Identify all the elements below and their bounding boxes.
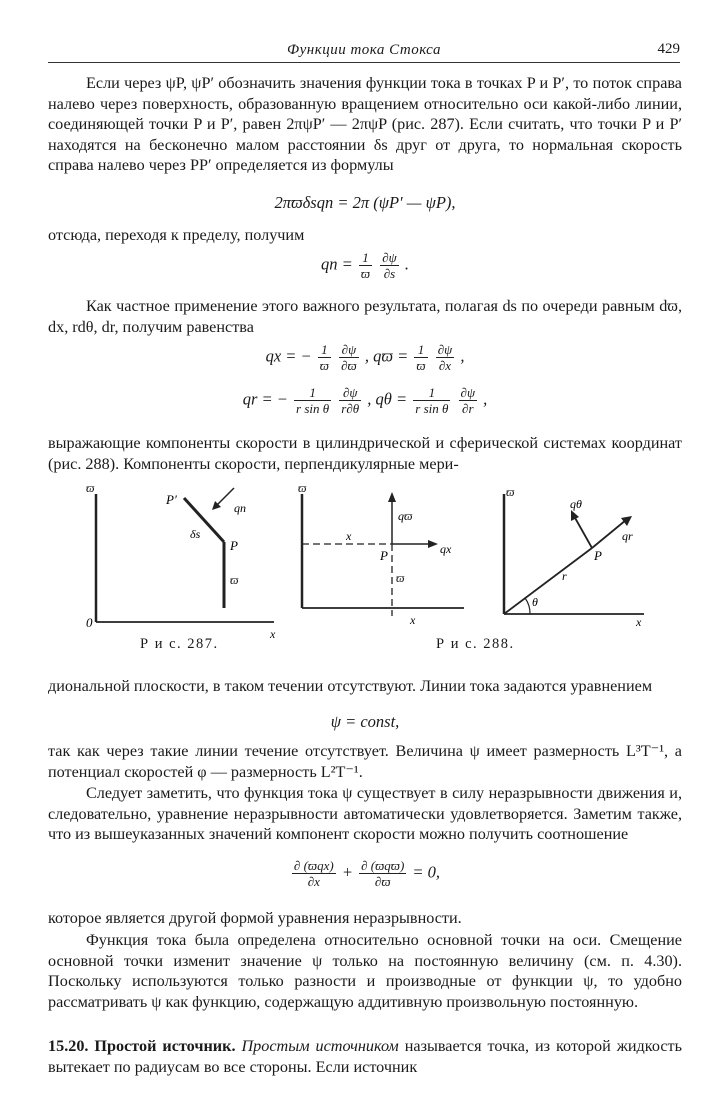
paragraph-4: выражающие компоненты скорости в цилиндрической и сферической системах координат (рис. 288). Компоненты скорости, перпендикулярные мери- bbox=[48, 434, 682, 473]
eq3-c-den-1: r sin θ bbox=[296, 401, 330, 416]
fig287-label-axis-x: x bbox=[270, 627, 276, 641]
eq5-tail: = 0, bbox=[412, 862, 441, 882]
fig287-label-p: P bbox=[230, 538, 238, 553]
fig288b-label-p: P bbox=[594, 548, 602, 563]
eq2-num-2: ∂ψ bbox=[382, 250, 397, 265]
fig287-label-qn: qn bbox=[234, 501, 246, 515]
fig287-label-origin: 0 bbox=[86, 615, 93, 630]
fig288b-radius-line bbox=[504, 548, 592, 614]
eq2-den-1: ϖ bbox=[360, 266, 371, 281]
eq3-b-frac-2 bbox=[436, 342, 455, 373]
eq2-lhs: qn = bbox=[321, 254, 353, 274]
paragraph-6: так как через такие линии течение отсутствует. Величина ψ имеет размерность L³T⁻¹, а потенциал скоростей φ — размерность L²T⁻¹. bbox=[48, 742, 682, 781]
eq5-frac-2 bbox=[359, 858, 406, 889]
fig287-label-axis-y: ϖ bbox=[86, 481, 95, 495]
eq3-d-tail: , bbox=[483, 389, 488, 409]
paragraph-7: Следует заметить, что функция тока ψ существует в силу неразрывности движения и, следовательно, уравнение неразрывности автоматически удовлетворяется. Заметим также, что из вышеуказанных значений компонент скорости можно получить соотношение bbox=[48, 784, 682, 843]
eq3-c-den-2: r∂θ bbox=[341, 401, 360, 416]
eq3-d-num-2: ∂ψ bbox=[460, 385, 476, 400]
eq3-b-tail: , bbox=[460, 346, 465, 366]
paragraph-2: отсюда, переходя к пределу, получим bbox=[48, 226, 305, 244]
paragraph-3: Как частное применение этого важного результата, полагая ds по очереди равным dϖ, dx, rdθ, dr, получим равенства bbox=[48, 297, 682, 336]
eq3-a-num-1: 1 bbox=[318, 342, 331, 358]
eq3-c-frac-2 bbox=[339, 385, 361, 416]
eq5-den-1: ∂x bbox=[307, 874, 320, 889]
eq3-c-num-2: ∂ψ bbox=[339, 385, 361, 401]
eq5-num-1: ∂ (ϖqx) bbox=[293, 858, 334, 873]
eq3-c-num-1: 1 bbox=[294, 385, 331, 401]
fig288a-label-p: P bbox=[380, 548, 388, 563]
eq2-frac-2 bbox=[380, 250, 399, 281]
paragraph-9: Функция тока была определена относительно основной точки на оси. Смещение основной точки изменит значение ψ только на постоянную величину (см. п. 4.30). Поскольку используются только разности и производные от функции ψ, то удобно рассматривать ψ как функцию, содержащую аддитивную произвольную постоянную. bbox=[48, 931, 682, 1011]
eq3-a-lhs: qx = − bbox=[265, 346, 312, 366]
eq3-b-num-2: ∂ψ bbox=[437, 342, 453, 357]
fig287-label-varpi: ϖ bbox=[230, 573, 239, 587]
fig288b-label-q-theta: qθ bbox=[570, 497, 582, 511]
figure-288b bbox=[494, 480, 674, 630]
fig288a-label-q-varpi: qϖ bbox=[398, 509, 413, 523]
fig288a-q-varpi-arrowhead bbox=[388, 492, 396, 502]
figure-288a-svg bbox=[296, 480, 466, 630]
eq3-a-frac-2 bbox=[339, 342, 359, 373]
paragraph-10 bbox=[48, 1036, 682, 1077]
paragraph-1: Если через ψP, ψP′ обозначить значения функции тока в точках P и P′, то поток справа налево через поверхность, образованную вращением относительно оси какой-либо линии, соединяющей точки P и P′, равен 2πψP′ — 2πψP (рис. 287). Если считать, что точки P и P′ находятся на бесконечно малом расстоянии δs друг от друга, то нормальная скорость справа налево через PP′ определяется из формулы bbox=[48, 74, 682, 174]
eq5-plus: + bbox=[341, 862, 353, 882]
fig288a-label-varpi: ϖ bbox=[396, 571, 405, 585]
eq2-den-2: ∂s bbox=[383, 266, 396, 281]
eq3-a-den-2: ∂ϖ bbox=[341, 358, 357, 373]
defined-term: Простым источником bbox=[241, 1037, 399, 1055]
eq3-b-den-1: ϖ bbox=[416, 358, 426, 373]
eq3-a-frac-1 bbox=[318, 342, 331, 373]
eq5-num-2: ∂ (ϖqϖ) bbox=[361, 858, 405, 873]
fig287-label-delta-s: δs bbox=[190, 527, 201, 541]
eq3-b-lhs: , qϖ = bbox=[364, 346, 409, 366]
figure-287 bbox=[84, 480, 284, 641]
paragraph-8: которое является другой формой уравнения неразрывности. bbox=[48, 909, 462, 927]
fig288a-q-x-arrowhead bbox=[428, 540, 438, 548]
fig288b-label-r: r bbox=[562, 569, 567, 583]
fig288b-label-theta: θ bbox=[532, 595, 538, 609]
fig288a-label-axis-x: x bbox=[410, 613, 416, 627]
equation-1: 2πϖδsqn = 2π (ψP′ — ψP), bbox=[274, 193, 456, 212]
equation-4: ψ = const, bbox=[330, 712, 400, 731]
paragraph-10-rest: называется точка, из которой жидкость вытекает по радиусам во все стороны. Если источник bbox=[48, 1037, 682, 1076]
eq2-num-1: 1 bbox=[359, 250, 372, 266]
running-header bbox=[48, 38, 680, 63]
eq2-frac-1 bbox=[359, 250, 372, 281]
eq3-b-num-1: 1 bbox=[414, 342, 427, 358]
eq3-d-den-1: r sin θ bbox=[415, 401, 449, 416]
eq3-c-lhs: qr = − bbox=[242, 389, 288, 409]
equation-3b bbox=[48, 385, 682, 416]
fig288b-q-r-arrowhead bbox=[621, 516, 632, 526]
fig288b-label-q-r: qr bbox=[622, 529, 633, 543]
eq3-d-lhs: , qθ = bbox=[367, 389, 408, 409]
eq5-frac-1 bbox=[292, 858, 336, 889]
eq3-b-frac-1 bbox=[414, 342, 427, 373]
eq5-den-2: ∂ϖ bbox=[374, 874, 391, 889]
section-number-heading: 15.20. Простой источник. bbox=[48, 1037, 236, 1055]
fig288b-q-r-arrow bbox=[592, 520, 626, 548]
eq3-d-frac-2 bbox=[459, 385, 478, 416]
eq3-b-den-2: ∂x bbox=[438, 358, 452, 373]
eq3-d-num-1: 1 bbox=[413, 385, 450, 401]
fig287-label-p-prime: P′ bbox=[166, 492, 177, 507]
equation-2 bbox=[48, 250, 682, 281]
fig288a-label-axis-y: ϖ bbox=[298, 481, 307, 495]
paragraph-5: диональной плоскости, в таком течении отсутствуют. Линии тока задаются уравнением bbox=[48, 677, 653, 695]
running-title: Функции тока Стокса bbox=[287, 42, 441, 58]
eq3-d-den-2: ∂r bbox=[462, 401, 474, 416]
figure-288-caption: Р и с. 288. bbox=[436, 636, 515, 652]
fig288a-label-q-x: qx bbox=[440, 542, 452, 556]
eq2-tail: . bbox=[404, 254, 409, 274]
figure-287-svg bbox=[84, 480, 284, 641]
eq3-a-den-1: ϖ bbox=[319, 358, 329, 373]
fig288b-label-axis-x: x bbox=[636, 615, 642, 629]
eq3-c-frac-1 bbox=[294, 385, 331, 416]
equation-5 bbox=[48, 858, 682, 889]
page-number: 429 bbox=[657, 41, 680, 57]
fig288b-label-axis-y: ϖ bbox=[506, 485, 515, 499]
figure-288b-svg bbox=[494, 480, 674, 630]
eq3-a-num-2: ∂ψ bbox=[339, 342, 359, 358]
eq3-d-frac-1 bbox=[413, 385, 450, 416]
figure-288a bbox=[296, 480, 466, 630]
fig288b-theta-arc bbox=[525, 598, 530, 614]
fig288a-label-x-dist: x bbox=[346, 529, 352, 543]
fig288b-q-theta-arrow bbox=[574, 516, 592, 548]
figure-287-caption: Р и с. 287. bbox=[140, 636, 219, 652]
equation-3a bbox=[48, 342, 682, 373]
